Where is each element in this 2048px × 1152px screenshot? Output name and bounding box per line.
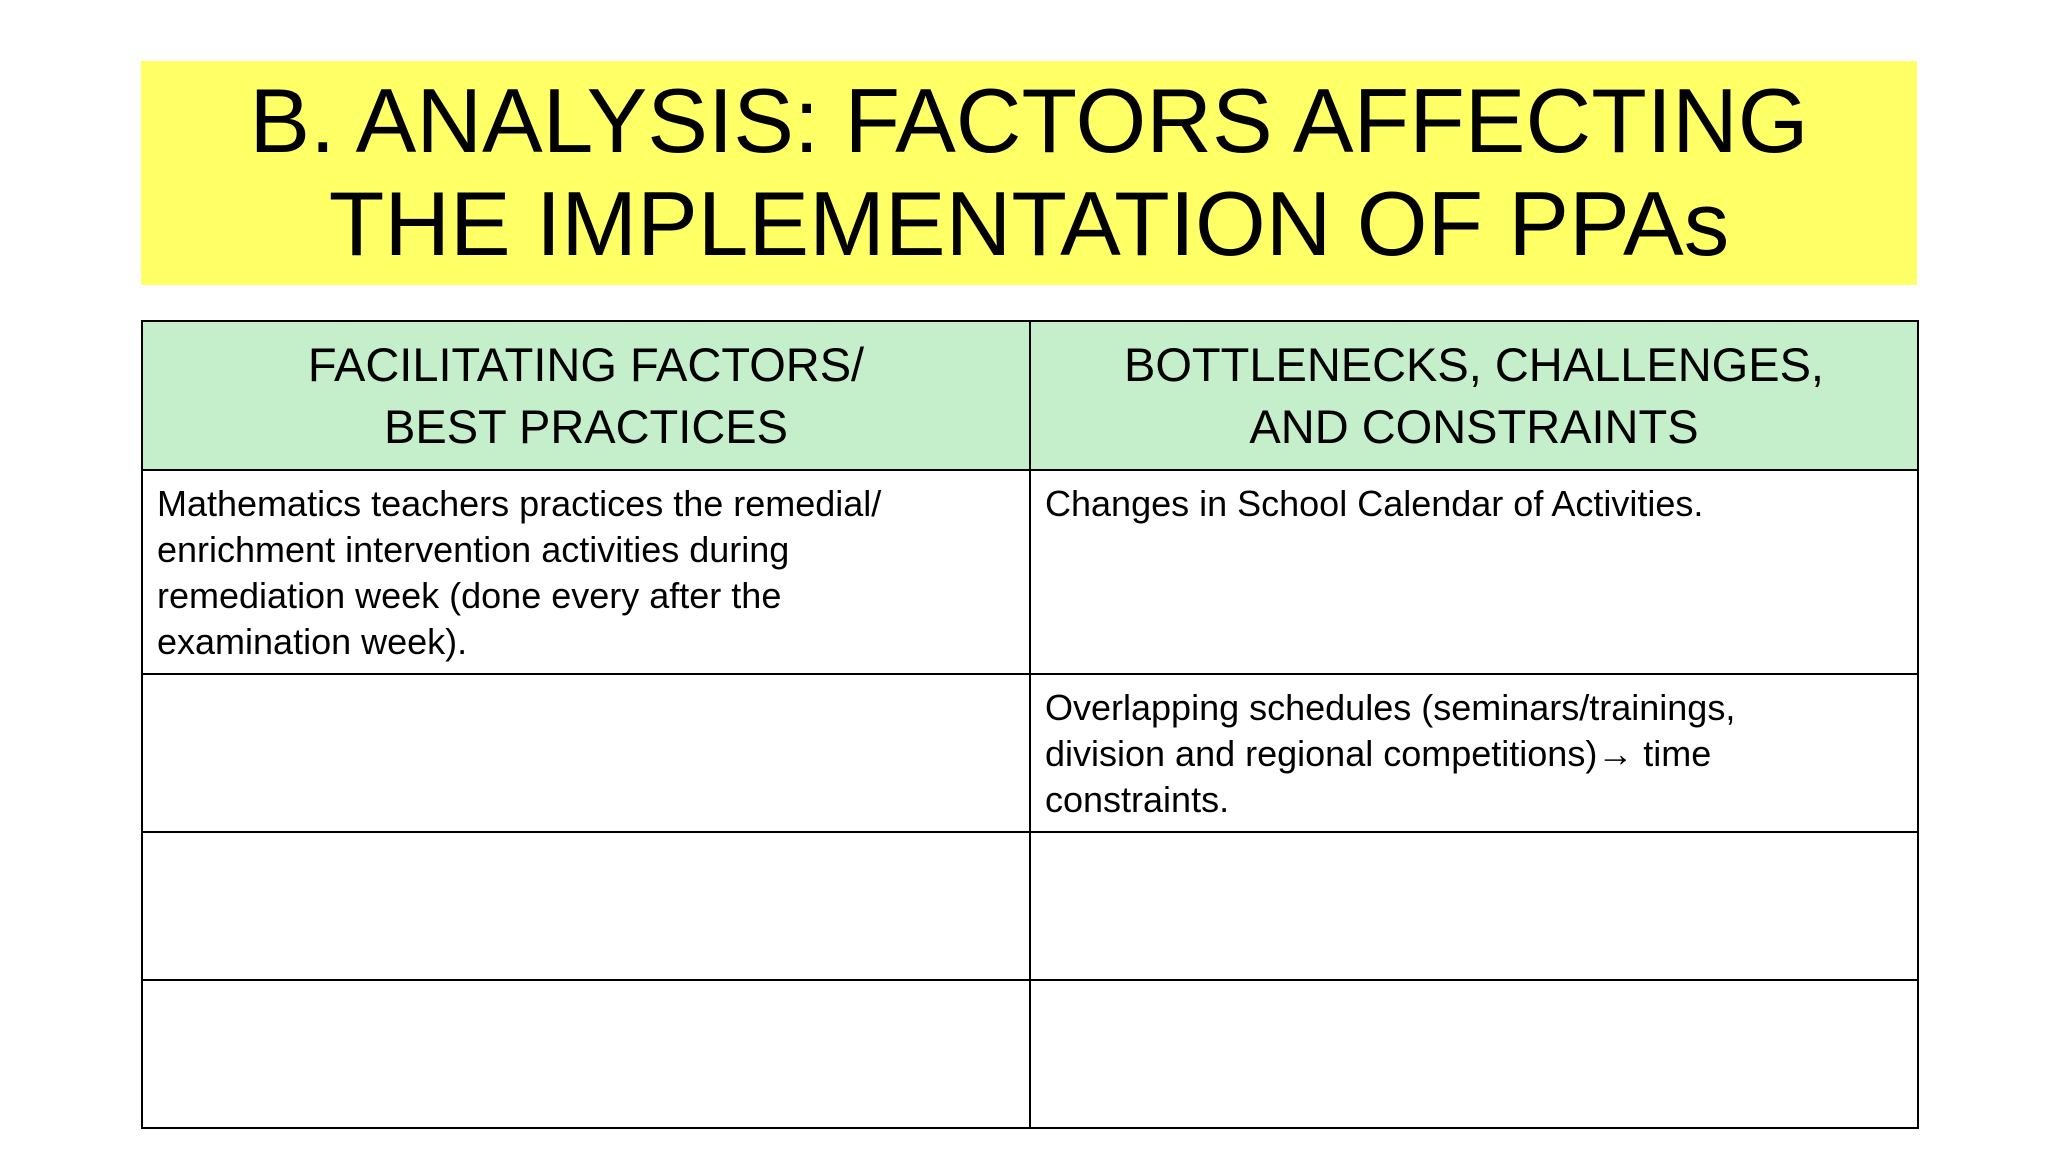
cell-line: Mathematics teachers practices the remedial/ (157, 483, 882, 524)
table-row (142, 470, 1918, 674)
table-row (142, 980, 1918, 1128)
cell-line: enrichment intervention activities during (157, 529, 790, 570)
table-header-row (142, 321, 1918, 470)
cell-line: constraints. (1045, 779, 1230, 820)
factors-table (141, 320, 1919, 1129)
header-bottlenecks-line-2: AND CONSTRAINTS (1249, 399, 1699, 453)
cell-facilitating-3 (142, 832, 1030, 980)
cell-line: division and regional competitions)→ time (1045, 733, 1712, 774)
slide-title-banner (141, 61, 1917, 285)
cell-line: remediation week (done every after the (157, 575, 782, 616)
header-facilitating-line-2: BEST PRACTICES (384, 399, 788, 453)
slide-title-line-2: THE IMPLEMENTATION OF PPAs (328, 174, 1730, 275)
header-facilitating-line-1: FACILITATING FACTORS/ (307, 337, 865, 391)
cell-bottlenecks-4 (1030, 980, 1918, 1128)
header-facilitating-factors (142, 321, 1030, 470)
cell-line: examination week). (157, 621, 468, 662)
cell-bottlenecks-1 (1030, 470, 1918, 674)
table-row (142, 832, 1918, 980)
slide-title-line-1: B. ANALYSIS: FACTORS AFFECTING (249, 71, 1809, 172)
header-bottlenecks (1030, 321, 1918, 470)
table-row (142, 674, 1918, 832)
cell-bottlenecks-2 (1030, 674, 1918, 832)
cell-line: Overlapping schedules (seminars/trainings, (1045, 687, 1736, 728)
cell-facilitating-1 (142, 470, 1030, 674)
cell-line: Changes in School Calendar of Activities. (1045, 483, 1704, 524)
header-bottlenecks-line-1: BOTTLENECKS, CHALLENGES, (1124, 337, 1824, 391)
cell-facilitating-4 (142, 980, 1030, 1128)
cell-facilitating-2 (142, 674, 1030, 832)
cell-bottlenecks-3 (1030, 832, 1918, 980)
